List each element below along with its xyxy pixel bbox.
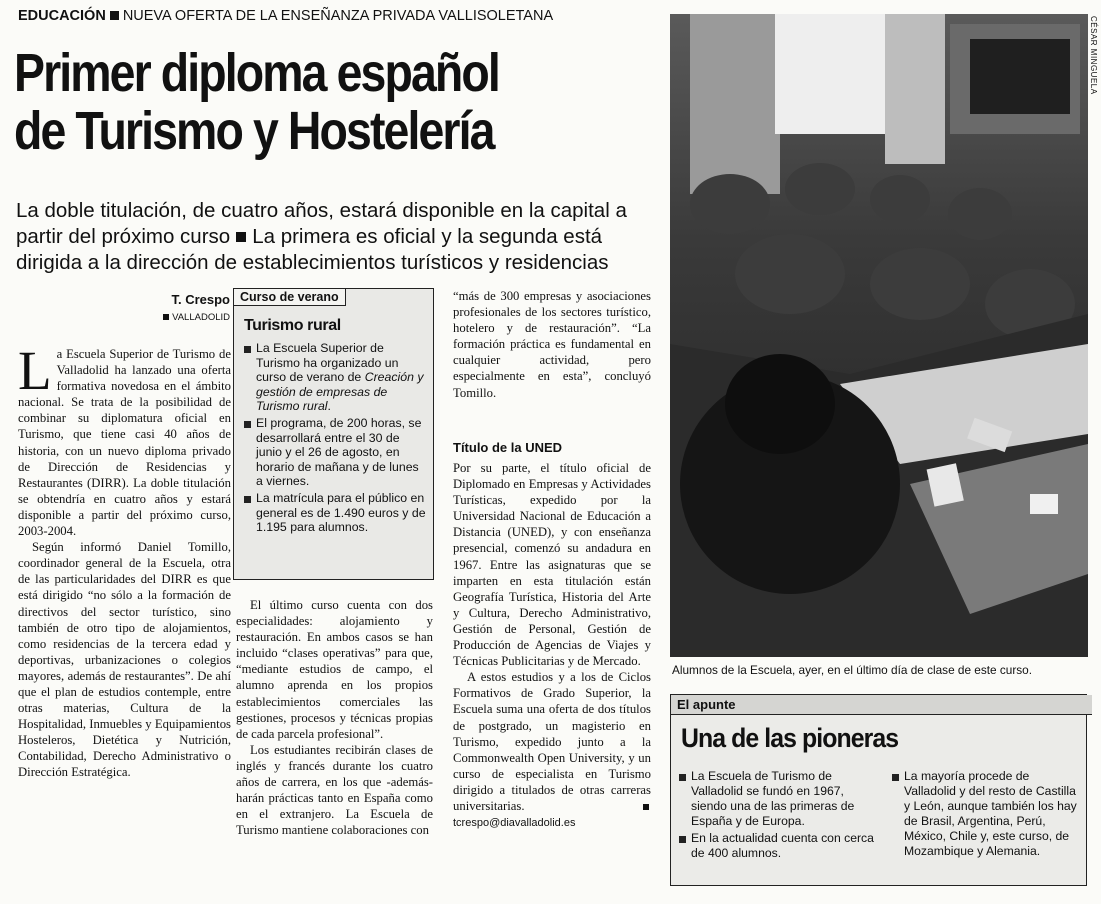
sidebar-tab-label: Curso de verano [234,289,346,306]
body-column-1 [18,340,231,781]
body-column-3-continued [453,460,651,831]
apunte-box [670,694,1087,886]
headline-line-2: de Turismo y Hostelería [14,101,494,161]
apunte-title: Una de las pioneras [681,723,899,753]
paragraph-1 [18,340,231,539]
classroom-photo [670,14,1088,657]
paragraph-3: El último curso cuenta con dos especialidades: alojamiento y restauración. En ambos casos se han incluido “clases operativas” para que, “mediante estudios de campo, el alumno aprenda en los propios establecimientos comerciales las gestiones, procesos y técnicas propias de cada parcela profesional”. [236,598,433,741]
apunte-left-column [679,769,875,863]
sidebar-item-1-course: Creación y gestión de empresas de Turismo rural [256,370,424,414]
paragraph-1-text: a Escuela Superior de Turismo de Valladolid ha lanzado una oferta formativa novedosa en el ámbito nacional. Se trata de la posibilidad de combinar su diplomatura oficial en Turismo, que tiene casi 40 años de historia, con un nuevo diploma privado de Dirección de Residencias y Restaurantes (DIRR). La doble titulación se obtendría en cuatro años y estará disponible a partir del próximo curso, 2003-2004. [18,347,231,539]
subhead-line-2 [16,224,666,250]
sidebar-list [244,341,428,537]
body-column-3 [453,288,651,401]
apunte-item-1: La Escuela de Turismo de Valladolid se fundó en 1967, siendo una de las primeras de España y de Europa. [679,769,875,829]
photo-caption: Alumnos de la Escuela, ayer, en el último día de clase de este curso. [672,663,1033,677]
subhead-line-1: La doble titulación, de cuatro años, estará disponible en la capital a [16,199,627,222]
subheadline [16,198,666,276]
location-text: VALLADOLID [172,312,230,323]
body-column-2 [236,597,433,838]
subhead-line-2b: La primera es oficial y la segunda está [252,225,603,248]
section-subtitle: Título de la UNED [453,440,563,455]
subhead-line-2a: partir del próximo curso [16,225,231,248]
sidebar-title: Turismo rural [244,317,341,334]
sidebar-item-1-end: . [327,399,331,414]
paragraph-4: Los estudiantes recibirán clases de inglés y francés durante los cuatro años de carrera, en los que -además- harán prácticas tanto en España como en el extranjero. La Escuela de Turismo mantiene colaboraciones con [236,742,433,838]
headline-line-1: Primer diploma español [14,43,499,103]
paragraph-6: Por su parte, el título oficial de Diplomado en Empresas y Actividades Turísticas, expedido por la Universidad Nacional de Educación a Distancia (UNED), y con enseñanza presencial, comenzó su andadura en 1967. Entre las asignaturas que se imparten en esta titulación están Geografía Turística, Historia del Arte y Cultura, Derecho Administrativo, Gestión de Personal, Gestión de Producción de Agencias de Viajes y Técnicas Publicitarias y de Mercado. [453,461,651,669]
sidebar-item-2: El programa, de 200 horas, se desarrollará entre el 30 de junio y el 26 de agosto, en horario de mañana y de lunes a viernes. [244,416,428,489]
apunte-item-3: La mayoría procede de Valladolid y del resto de Castilla y León, aunque también los hay de Brasil, Argentina, Perú, México, Chile y, este curso, de Mozambique y Alemania. [892,769,1078,859]
photo-illustration [670,14,1088,657]
paragraph-7-text: A estos estudios y a los de Ciclos Formativos de Grado Superior, la Escuela suma una oferta de dos títulos de postgrado, un magisterio en Turismo, expedido junto a la Commonwealth Open University, y un curso de especialista en Turismo dirigido a titulados de otras carreras universitarias. [453,670,651,813]
author-email[interactable]: tcrespo@diavalladolid.es [453,817,576,830]
headline [14,44,564,160]
sidebar-item-3: La matrícula para el público en general es de 1.490 euros y de 1.195 para alumnos. [244,491,428,535]
paragraph-2: Según informó Daniel Tomillo, coordinador general de la Escuela, otra de las particularidades del DIRR es que está dirigido “no sólo a la formación de directivos del sector turístico, sino también de otro tipo de alojamientos, como residencias de la tercera edad y deportivas, urbanizaciones o colegios mayores, además de restaurantes”. De ahí que el plan de estudios contemple, entre otras materias, Cultura de la Hospitalidad, Inmuebles y Equipamientos Hosteleros, Dietética y Nutrición, Contabilidad, Derecho Administrativo o Dirección Estratégica. [18,540,231,780]
sidebar-item-1 [244,341,428,414]
section-label: EDUCACIÓN [18,8,106,24]
apunte-right-column [892,769,1078,861]
sidebar-item-1-text: La Escuela Superior de Turismo ha organizado un curso de verano de [256,341,399,385]
drop-cap: L [18,340,52,401]
subhead-line-3: dirigida a la dirección de establecimientos turísticos y residencias [16,251,609,274]
paragraph-7 [453,669,651,831]
square-bullet-icon [110,11,119,20]
byline-location [120,312,230,323]
apunte-label: El apunte [671,695,1092,715]
topic-label: NUEVA OFERTA DE LA ENSEÑANZA PRIVADA VALLISOLETANA [122,8,554,24]
square-bullet-icon [163,314,169,320]
square-bullet-icon [643,804,649,810]
square-bullet-icon [236,232,246,242]
kicker [18,8,553,24]
apunte-item-2: En la actualidad cuenta con cerca de 400 alumnos. [679,831,875,861]
paragraph-5: “más de 300 empresas y asociaciones profesionales de los sectores turístico, hotelero y de restauración”. “La formación práctica es fundamental en cualquier actividad, pero especialmente en esta”, concluyó Tomillo. [453,289,651,400]
photo-credit: CÉSAR MINGUELA [1089,16,1098,95]
sidebar-box [233,288,434,580]
byline-author: T. Crespo [171,292,230,307]
